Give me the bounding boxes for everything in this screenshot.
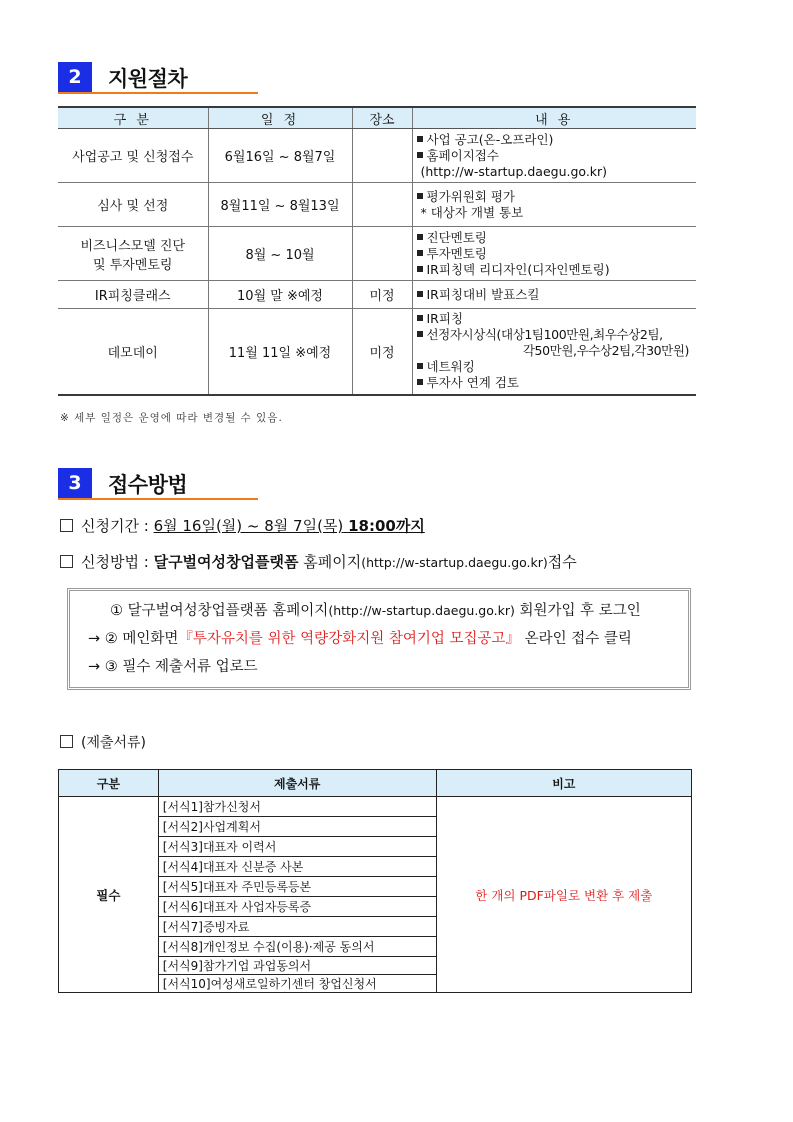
content-bullet: IR피칭덱 리디자인(디자인멘토링) <box>417 262 694 278</box>
header-remark: 비고 <box>436 770 691 797</box>
content-bullet: 네트워킹 <box>417 359 694 375</box>
period-deadline: 18:00까지 <box>348 517 425 535</box>
content-continuation: 각50만원,우수상2팀,각30만원) <box>522 343 689 359</box>
document-item: [서식5]대표자 주민등록등본 <box>158 877 436 897</box>
method-url[interactable]: (http://w-startup.daegu.go.kr) <box>361 555 548 570</box>
content-bullet: 선정자시상식(대상1팀100만원,최우수상2팀, <box>417 327 694 343</box>
row-content <box>412 309 696 395</box>
period-label: 신청기간 : <box>81 517 149 535</box>
section-underline <box>58 92 258 94</box>
content-bullet: IR피칭대비 발표스킬 <box>417 287 694 303</box>
document-item: [서식4]대표자 신분증 사본 <box>158 857 436 877</box>
content-url: (http://w-startup.daegu.go.kr) <box>420 163 608 179</box>
row-category: 데모데이 <box>58 309 208 395</box>
application-method <box>60 551 577 572</box>
table-row <box>58 183 696 227</box>
schedule-note: ※ 세부 일정은 운영에 따라 변경될 수 있음. <box>60 412 283 424</box>
document-item: [서식8]개인정보 수집(이용)·제공 동의서 <box>158 937 436 957</box>
row-content <box>412 281 696 309</box>
content-bullet: 투자멘토링 <box>417 246 694 262</box>
step-1-url[interactable]: (http://w-startup.daegu.go.kr) <box>328 603 515 618</box>
doc-category: 필수 <box>59 797 159 993</box>
notice-title: 『투자유치를 위한 역량강화지원 참여기업 모집공고』 <box>178 631 520 647</box>
content-bullet: 사업 공고(온-오프라인) <box>417 132 694 148</box>
documents-table <box>58 769 692 993</box>
method-suffix: 접수 <box>547 553 577 571</box>
document-item: [서식6]대표자 사업자등록증 <box>158 897 436 917</box>
table-row <box>59 797 692 817</box>
section-number-badge: 3 <box>58 468 92 498</box>
content-bullet: 평가위원회 평가 <box>417 189 694 205</box>
document-item: [서식2]사업계획서 <box>158 817 436 837</box>
content-bullet: 진단멘토링 <box>417 230 694 246</box>
row-content <box>412 183 696 227</box>
table-header-row <box>58 107 696 129</box>
method-homepage: 홈페이지 <box>303 553 362 571</box>
section-number-badge: 2 <box>58 62 92 92</box>
header-content: 내 용 <box>412 107 696 129</box>
header-category: 구 분 <box>58 107 208 129</box>
documents-label: (제출서류) <box>60 732 146 752</box>
step-3: → ③ 필수 제출서류 업로드 <box>88 659 258 675</box>
row-schedule: 8월11일 ~ 8월13일 <box>208 183 352 227</box>
row-schedule: 8월 ~ 10월 <box>208 227 352 281</box>
schedule-table <box>58 106 696 396</box>
content-bullet: 투자사 연계 검토 <box>417 375 694 391</box>
row-content <box>412 227 696 281</box>
section-title: 지원절차 <box>108 67 188 91</box>
row-place <box>352 183 412 227</box>
row-category: 심사 및 선정 <box>58 183 208 227</box>
header-documents: 제출서류 <box>158 770 436 797</box>
row-category: 사업공고 및 신청접수 <box>58 129 208 183</box>
checkbox-square-icon <box>60 735 73 748</box>
row-category: 비즈니스모델 진단 및 투자멘토링 <box>58 227 208 281</box>
document-item: [서식3]대표자 이력서 <box>158 837 436 857</box>
content-note: * 대상자 개별 통보 <box>420 204 524 220</box>
row-schedule: 11월 11일 ※예정 <box>208 309 352 395</box>
doc-remark: 한 개의 PDF파일로 변환 후 제출 <box>436 797 691 993</box>
row-place <box>352 129 412 183</box>
table-row <box>58 227 696 281</box>
content-bullet: IR피칭 <box>417 311 694 327</box>
checkbox-square-icon <box>60 555 73 568</box>
header-place: 장소 <box>352 107 412 129</box>
row-place <box>352 227 412 281</box>
section-title: 접수방법 <box>108 473 188 497</box>
row-place: 미정 <box>352 309 412 395</box>
table-header-row <box>59 770 692 797</box>
row-schedule: 10월 말 ※예정 <box>208 281 352 309</box>
steps-box <box>67 588 691 690</box>
application-period <box>60 515 425 536</box>
row-place: 미정 <box>352 281 412 309</box>
table-row <box>58 281 696 309</box>
section-underline <box>58 498 258 500</box>
step-2: → ② 메인화면『투자유치를 위한 역량강화지원 참여기업 모집공고』 온라인 접수 클릭 <box>88 631 632 647</box>
row-content <box>412 129 696 183</box>
document-item: [서식1]참가신청서 <box>158 797 436 817</box>
step-1: ① 달구벌여성창업플랫폼 홈페이지(http://w-startup.daegu.go.kr) 회원가입 후 로그인 <box>110 603 641 619</box>
document-item: [서식9]참가기업 과업동의서 <box>158 957 436 975</box>
checkbox-square-icon <box>60 519 73 532</box>
content-bullet: 홈페이지접수 <box>417 148 694 164</box>
table-row <box>58 129 696 183</box>
document-item: [서식7]증빙자료 <box>158 917 436 937</box>
header-schedule: 일 정 <box>208 107 352 129</box>
document-item: [서식10]여성새로일하기센터 창업신청서 <box>158 975 436 993</box>
row-schedule: 6월16일 ~ 8월7일 <box>208 129 352 183</box>
table-row <box>58 309 696 395</box>
header-category: 구분 <box>59 770 159 797</box>
method-label: 신청방법 : <box>81 553 149 571</box>
row-category: IR피칭클래스 <box>58 281 208 309</box>
period-dates: 6월 16일(월) ~ 8월 7일(목) 18:00까지 <box>153 517 425 535</box>
method-platform: 달구벌여성창업플랫폼 <box>153 553 299 571</box>
